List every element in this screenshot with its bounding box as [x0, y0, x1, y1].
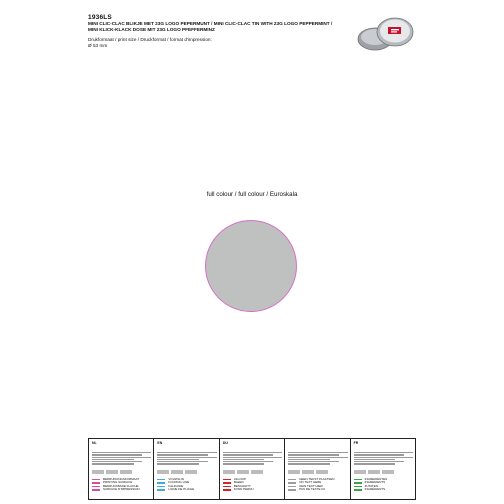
legend-text-block	[92, 452, 151, 470]
certification-logos	[288, 470, 347, 475]
swatch-icon	[354, 489, 362, 491]
legend-item: BEDRUKKINGSFORMAAT	[92, 478, 151, 481]
product-code: 1936LS	[88, 14, 112, 21]
certification-logos	[92, 470, 151, 475]
legend-item: INGREDIËNTEN	[354, 478, 413, 481]
legend-text-block	[354, 452, 413, 470]
swatch-icon	[223, 489, 231, 491]
legend-lang: DU	[222, 441, 228, 445]
legend-item: INGREDIENTS	[354, 481, 413, 484]
legend-item: FOND PERDU	[223, 488, 282, 491]
swatch-icon	[354, 482, 362, 484]
legend-lang: FR	[353, 441, 359, 445]
legend-item: KEIN TEXT HIER	[288, 485, 347, 488]
legend-item: FALZLINIE	[157, 485, 216, 488]
product-tin-image	[355, 14, 417, 54]
legend-column-en	[153, 439, 218, 499]
certification-logos	[354, 470, 413, 475]
swatch-icon	[288, 489, 296, 491]
legend-item: SURFACE D'IMPRESSION	[92, 488, 151, 491]
legend-item: PRINTING SURFACE	[92, 481, 151, 484]
legend-item: AFLOOP	[223, 478, 282, 481]
certification-logos	[157, 470, 216, 475]
swatch-icon	[92, 489, 100, 491]
swatch-icon	[223, 486, 231, 488]
swatch-icon	[92, 479, 100, 481]
legend-lang: EN	[157, 441, 163, 445]
legend-table	[88, 438, 416, 500]
legend-text-block	[223, 452, 282, 470]
legend-item: PAS DE TEXTE ICI	[288, 488, 347, 491]
legend-lang: NL	[92, 441, 97, 445]
swatch-icon	[157, 486, 165, 488]
legend-item: LIGNE DE PLIAGE	[157, 488, 216, 491]
swatch-icon	[288, 479, 296, 481]
legend-lang	[288, 441, 347, 451]
swatch-icon	[223, 479, 231, 481]
legend-item: INGRÉDIENTS	[354, 488, 413, 491]
swatch-icon	[157, 489, 165, 491]
swatch-icon	[288, 482, 296, 484]
print-area-circle	[205, 220, 297, 312]
legend-item: FOLDING LINE	[157, 481, 216, 484]
legend-item: ZUTATEN	[354, 485, 413, 488]
swatch-icon	[92, 486, 100, 488]
swatch-icon	[223, 482, 231, 484]
legend-item: BEDRUCKBARE FLÄCHE	[92, 485, 151, 488]
product-title-line-1: MINI CLIC-CLAC BLIKJE MET 23G LOGO PEPERMUNT / MINI CLIC-CLAC TIN WITH 23G LOGO PEPPERMINT /	[88, 21, 333, 26]
print-size-value: Ø 53 mm	[88, 43, 108, 48]
legend-item: NO TEXT HERE	[288, 481, 347, 484]
logo-block-icon	[388, 27, 401, 34]
legend-item: BESCHNITT	[223, 485, 282, 488]
product-title-line-2: MINI KLICK-KLACK DOSE MIT 23G LOGO PFEFFERMINZ	[88, 27, 215, 32]
legend-column-du	[219, 439, 284, 499]
certification-logos	[223, 470, 282, 475]
swatch-icon	[157, 482, 165, 484]
swatch-icon	[354, 486, 362, 488]
swatch-icon	[92, 482, 100, 484]
legend-text-block	[288, 452, 347, 470]
swatch-icon	[157, 479, 165, 481]
legend-item: GEEN TEKST PLAATSEN	[288, 478, 347, 481]
swatch-icon	[288, 486, 296, 488]
legend-item: VOUWLIJN	[157, 478, 216, 481]
legend-column-fr	[350, 439, 416, 499]
swatch-icon	[354, 479, 362, 481]
print-size-label: Drukformaat / print size / Druckformat / format d'impression:	[88, 37, 212, 42]
legend-column-nl	[88, 439, 153, 499]
legend-item: BLEED	[223, 481, 282, 484]
legend-column-4	[284, 439, 349, 499]
legend-text-block	[157, 452, 216, 470]
colour-mode-label: full colour / full colour / Euroskala	[206, 191, 298, 198]
